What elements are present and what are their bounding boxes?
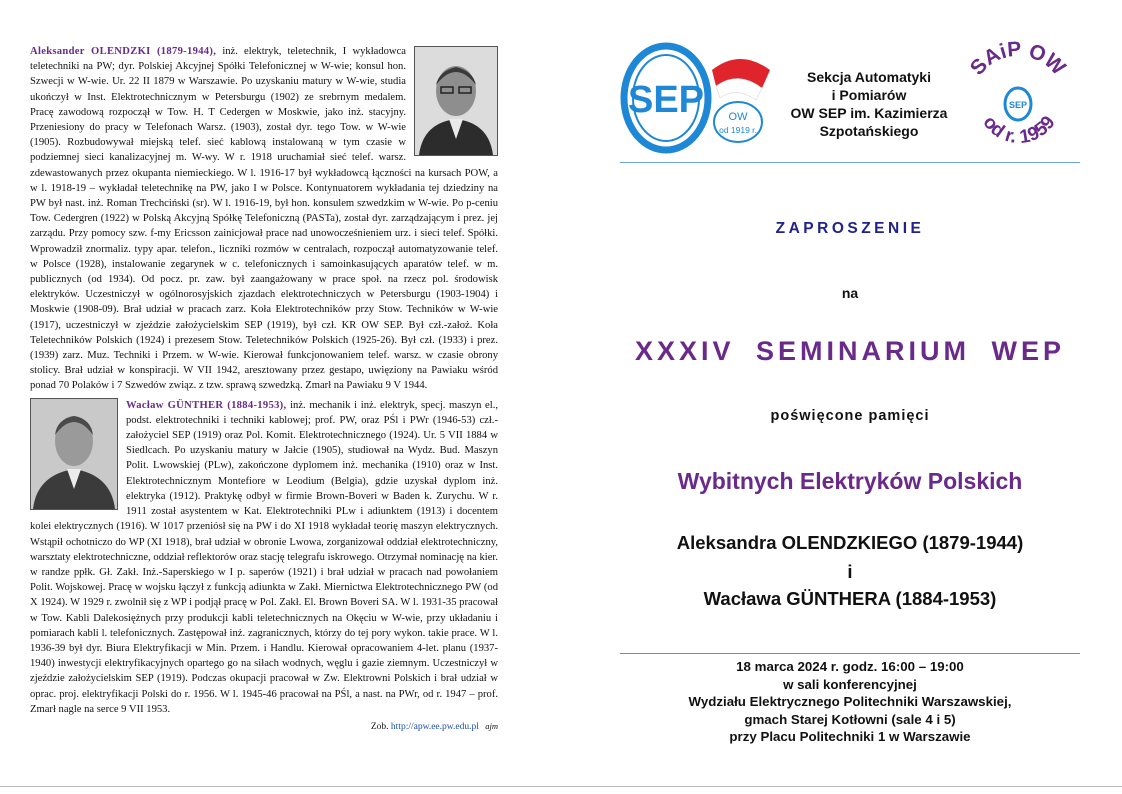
dedicated-line: poświęcone pamięci <box>770 408 930 424</box>
section-name-line2: i Pomiarów <box>831 87 907 103</box>
sep-logo-icon <box>620 40 780 160</box>
section-name-line1: Sekcja Automatyki <box>807 69 931 85</box>
bio-gunther-name: Wacław GÜNTHER (1884-1953), <box>126 399 287 411</box>
portrait-gunther-icon <box>31 399 117 509</box>
sep-logo-badge-line1: OW <box>728 111 748 123</box>
event-building: gmach Starej Kotłowni (sale 4 i 5) <box>744 711 956 727</box>
bio-olendzki-name: Aleksander OLENDZKI (1879-1944), <box>30 46 217 57</box>
source-link[interactable]: http://apw.ee.pw.edu.pl <box>390 721 479 732</box>
honoree-1: Aleksandra OLENDZKIEGO (1879-1944) <box>676 532 1024 553</box>
conjunction: i <box>847 561 853 582</box>
honoree-2: Wacława GÜNTHERA (1884-1953) <box>703 588 997 609</box>
section-name-line3: OW SEP im. Kazimierza <box>790 105 948 121</box>
event-address: przy Placu Politechniki 1 w Warszawie <box>729 729 971 744</box>
biographies-page <box>30 44 498 735</box>
portrait-olendzki-icon <box>415 47 497 155</box>
saip-logo-top-text: SAiP OW <box>965 40 1070 80</box>
svg-text:SAiP OW <box>966 40 1070 80</box>
bio-gunther-text: inż. mechanik i inż. elektryk, specj. maszyn el., podst. elektrotechniki i techniki kablowej; prof. PW, oraz PŚl i PWr (1946-53) czł.-założyciel SEP (1919) oraz Pol. Komit. Elektrotechnicznego (1924). Ur. 5 VII 1884 w Siedlcach. Po uzyskaniu matury w Jałcie (1905), studiował na Wydz. Bud. Maszyn Polit. Lwowskiej (PLw), zakończone dyplomem inż. mechanika (1910) oraz w Inst. Elektrotechnicznym Montefiore w Leodium (Belgia), gdzie uzyskał dyplom inż. elektryka (1912). Praktykę odbył w firmie Brown-Boveri w Baden k. Zurychu. W r. 1911 został asystentem w Kat. Elektrotechniki PLw i adiunktem (1913) i docentem kolei elektrycznych (1916). W 1017 przeniósł się na PW i do XI 1918 wykładał teorię maszyn elektrycznych. Wstąpił ochotniczo do WP (XI 1918), brał udział w obronie Lwowa, zorganizował oddział elektrotechniczny, warsztaty elektrotechniczne, oddział reflektorów oraz stację telegrafu iskrowego. Otrzymał nominację na kier. w randze ppłk. Gł. Zakł. Inż.-Saperskiego w I p. saperów (1921) i brał udział w pracach nad powołaniem Polit. Wojskowej. Pracę w wojsku łączył z funkcją adiunkta w Zakł. Miernictwa Elektrotechnicznego PW (od X 1924). W 1929 r. zwolnił się z WP i podjął pracę w Pol. Zakł. El. Brown Boveri SA. W l. 1931-35 pracował w Tow. Kabli Dalekosiężnych przy produkcji kabli teletechnicznych na Okęciu w W-wie, przy układaniu i pomiarach kabli l. telefonicznych. Zastępował inż. zagranicznych, którzy do tej pory wykon. takie prace. W l. 1936-39 był dyr. Biura Elektryfikacji w Min. Przem. i Handlu. Kierował opracowaniem 4-let. planu (1937-1940) inwestycji elektryfikacyjnych opartego go na siłach wodnych, węglu i gazie ziemnym. Uczestniczył w zjeździe założycielskim SEP (1919). Podczas okupacji pracował w Zw. Elektrowni Polskich i brał udział w oprac. proj. elektryfikacji Polski do r. 1956. W l. 1945-46 pracował na PŚl, a nast. na PWr, od r. 1947 – prof. Zmarł nagle na serce 9 VII 1953. <box>30 399 498 715</box>
author-initials: ajm <box>485 720 498 731</box>
on-word: na <box>841 285 859 301</box>
saip-logo-center-text: SEP <box>1008 100 1028 110</box>
bio-olendzki-text: inż. elektryk, teletechnik, I wykładowca teletechniki na PW; dyr. Polskiej Akcyjnej Spółki Telefonicznej w W-wie; konsul hon. Szwecji w W-wie. Ur. 22 II 1879 w Warszawie. Po uzyskaniu matury w W-wie, studia ukończył w Inst. Elektrotechnicznym w Petersburgu (1902) ze srebrnym medalem. Pracę zawodową rozpoczął w Tow. H. T Cedergen w Moskwie, jako inż. stacyjny. Przeniesiony do pracy w Telefonach Warsz. (1903), został dyr. tego Tow. w W-wie (1905). Rozbudowywał miejską telef. sieć kablową instalowaną w tym czasie w podziemnej sieci kanalizacyjnej m. W-wy. W r. 1918 uruchamiał sieć telef. warsz. zdewastowanych przez okupanta niemieckiego. W l. 1916-17 był wykładowcą łączności na kursach POW, a w l. 1918-19 – wykładał teletechnikę na PW, jako I w Polsce. Kontynuatorem wykładania tej dziedziny na PW był nast. inż. Roman Trechciński (sr). W l. 1916-19, był hon. konsulem szwedzkim w W-wie. Po p-ceniu Tow. Cedergren (1922) w Polską Akcyjną Spółkę Telefoniczną (PASTa), został dyr. zarządzającym i prez. jej zarządu. Przy pomocy szw. f-my Ericsson zainicjował prace nad unowocześnieniem urz. i sieci telef. Spółki. Wprowadził znormaliz. typy apar. telefon., liczniki rozmów w centralach, rozpoczął automatyzowanie telef. w Polsce (1928), instalowanie zegarynek w c. telefonicznych i samoinkasujących aparatów telef. w m. publicznych (od 1934). Od pocz. pr. zaw. był zaangażowany w prace społ. na rzecz pol. środowisk elektryków. Uczestniczył w ogólnorosyjskich zjazdach elektrotechniczych w Petersburgu (1903-1904) i Moskwie (1908-09). Brał udział w pracach zarz. Koła Elektrotechników przy Stow. Techników w W-wie (1917), uczestniczył w zjeździe założycielskim SEP (1919), był czł. KR OW SEP. Był czł.-założ. Koła Teletechników Polskich (1924) i prezesem Stow. Teletechników Polskich (1925-26). Był czł. (1933) i prez. (1939) zarz. Muz. Techniki i Przem. w W-wie. Kierował funkcjonowaniem telef. warsz. w czasie obrony stolicy. Brał udział w konspiracji. W VII 1942, aresztowany przez gestapo, uwięziony na Pawiaku wśród ponad 70 Polaków i 7 Szwedów związ. z tzw. sprawą szwedzką. Zmarł na Pawiaku 9 V 1944. <box>30 46 498 392</box>
sep-logo-letters: SEP <box>627 79 705 121</box>
saip-logo-icon <box>956 40 1080 160</box>
section-name-line4: Szpotańskiego <box>819 123 919 139</box>
invitation-title: ZAPROSZENIE <box>775 220 925 237</box>
portrait-gunther <box>30 398 118 510</box>
event-date: 18 marca 2024 r. godz. 16:00 – 19:00 <box>736 659 964 674</box>
saip-logo-bottom-text: od r. 1959 <box>978 112 1060 149</box>
section-name <box>788 68 950 140</box>
seminar-title: XXXIV SEMINARIUM WEP <box>634 336 1066 366</box>
svg-text:od r. 1959 <box>978 112 1059 148</box>
invitation-page <box>620 40 1080 744</box>
event-details <box>620 658 1080 746</box>
portrait-olendzki <box>414 46 498 156</box>
event-room: w sali konferencyjnej <box>783 676 917 692</box>
source-line <box>30 719 498 735</box>
header-rule <box>620 162 1080 163</box>
event-rule <box>620 653 1080 654</box>
subject-line: Wybitnych Elektryków Polskich <box>677 468 1023 494</box>
page-bottom-rule <box>0 786 1122 787</box>
sep-logo-badge-line2: od 1919 r. <box>719 125 757 135</box>
source-prefix: Zob. <box>370 721 389 732</box>
event-faculty: Wydziału Elektrycznego Politechniki Warszawskiej, <box>688 694 1012 709</box>
header <box>620 40 1080 165</box>
